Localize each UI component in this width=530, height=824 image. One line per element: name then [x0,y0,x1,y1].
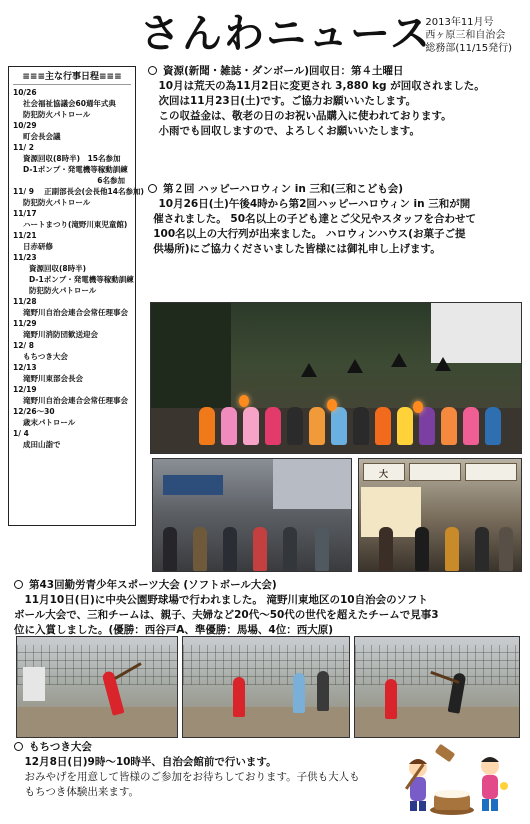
schedule-date: 11/17 [13,209,37,218]
schedule-date: 11/28 [13,297,37,306]
article-paragraph: 小雨でも回収しますので、よろしくお願いいたします。 [158,125,420,137]
mochi-pounding-illustration [392,744,518,816]
article-line: おみやげを用意して皆様のご参加をお待ちしております。子供も大人も [24,771,360,783]
publisher-dept: 総務部(11/15発行) [425,43,512,54]
article-line: 11月10日(日)に中央公園野球場で行われました。 滝野川東地区の10自治会のソフト [24,594,428,606]
softball-photo-batter [16,636,178,738]
halloween-shop-photo [358,458,522,572]
softball-photo-pitch [354,636,520,738]
article-line: 位に入賞しました。(優勝：西谷戸A、準優勝：馬場、4位：西大原) [14,624,334,636]
article-paragraph: 次回は11月23日(土)です。ご協力お願いいたします。 [158,95,417,107]
schedule-event: 防犯防火パトロール [23,110,91,119]
schedule-date: 12/13 [13,363,37,372]
article-line: 催されました。 50名以上の子ども達とご父兄やスタッフを合わせて [153,213,477,225]
schedule-date: 11/29 [13,319,37,328]
article-line: ボール大会で、三和チームは、親子、夫婦など20代～50代の世代を超えたチームで見事3 [14,609,439,621]
softball-photo-runners [182,636,350,738]
schedule-event: 歳末パトロール [23,418,76,427]
schedule-date: 12/26～30 [13,407,55,416]
schedule-date: 12/19 [13,385,37,394]
article-heading: もちつき大会 [14,740,394,755]
article-heading: 第２回 ハッピーハロウィン in 三和(三和こども会) [148,182,520,197]
schedule-event: 滝野川自治会連合会常任理事会 [23,308,128,317]
schedule-title: ≡≡≡主な行事日程≡≡≡ [13,69,131,85]
article-mochi [14,740,394,800]
shop-sign-text: 大 [379,470,389,480]
schedule-date: 11/ 9 正副部長会(会長他14名参加) [13,187,144,196]
schedule-date: 11/23 [13,253,37,262]
schedule-event: 資源回収(8時半) [29,264,87,273]
article-line: 10月26日(土)午後4時から第2回ハッピーハロウィン in 三和が開 [158,198,471,210]
circle-bullet-icon [148,66,157,75]
article-heading: 第43回勤労青少年スポーツ大会 (ソフトボール大会) [14,578,518,593]
article-recycling [148,64,520,139]
schedule-list [13,87,144,450]
organization-name: 西ヶ原三和自治会 [425,30,506,41]
schedule-event: 滝野川自治会連合会常任理事会 [23,396,128,405]
schedule-event: 6名参加 [97,176,125,185]
schedule-date: 11/ 2 [13,143,35,152]
schedule-date: 12/ 8 [13,341,35,350]
schedule-date: 11/21 [13,231,37,240]
schedule-event: もちつき大会 [23,352,68,361]
article-line: 供場所)にご協力くださいました皆様には御礼申し上げます。 [153,243,441,255]
schedule-event: 町会長会議 [23,132,61,141]
schedule-event: D-1ポンプ・発電機等稼動訓練 [29,275,134,284]
schedule-event: 資源回収(8時半) 15名参加 [23,154,121,163]
schedule-event: 防犯防火パトロール [23,198,91,207]
halloween-parade-photo [152,458,352,572]
schedule-event: 日赤研修 [23,242,53,251]
schedule-event: 滝野川東部会長会 [23,374,83,383]
schedule-event: 防犯防火パトロール [29,286,97,295]
schedule-date: 10/26 [13,88,37,97]
newsletter-title: さんわニュース [140,11,432,57]
issue-date: 2013年11月号 [425,17,494,28]
circle-bullet-icon [14,742,23,751]
halloween-group-photo [150,302,522,454]
issue-info [425,16,512,55]
schedule-event: ハートまつり(滝野川東児童館) [23,220,128,229]
article-softball [14,578,518,638]
schedule-event: 成田山詣で [23,440,61,449]
schedule-event: 社会福祉協議会60週年式典 [23,99,116,108]
schedule-event: 滝野川消防団歓送迎会 [23,330,98,339]
article-paragraph: 10月は荒天の為11月2日に変更され 3,880 kg が回収されました。 [158,80,485,92]
schedule-event: D-1ポンプ・発電機等稼動訓練 [23,165,128,174]
article-line: もちつき体験出来ます。 [24,786,140,798]
event-schedule-box [8,66,144,526]
article-heading: 資源(新聞・雑誌・ダンボール)回収日：第４土曜日 [148,64,520,79]
schedule-date: 10/29 [13,121,37,130]
article-line: 100名以上の大行列が出来ました。 ハロウィンハウス(お菓子ご提 [153,228,466,240]
schedule-date: 1/ 4 [13,429,29,438]
article-halloween [148,182,520,257]
circle-bullet-icon [148,184,157,193]
circle-bullet-icon [14,580,23,589]
article-paragraph: この収益金は、敬老の日のお祝い品購入に使われております。 [158,110,452,122]
article-line: 12月8日(日)9時～10時半、自治会館前で行います。 [24,756,277,768]
